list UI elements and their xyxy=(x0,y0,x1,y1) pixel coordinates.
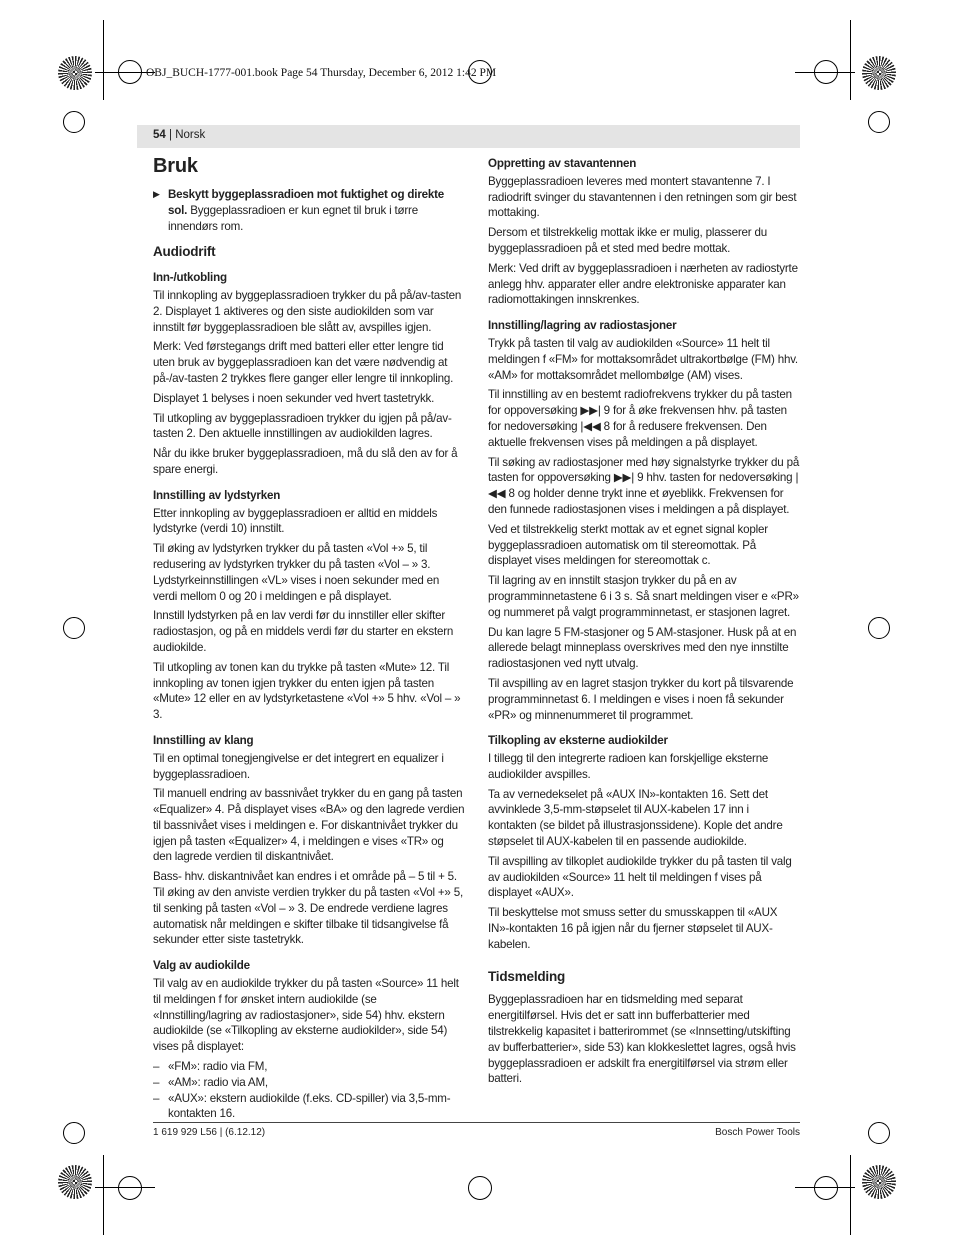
paragraph: Ved et tilstrekkelig sterkt mottak av et egnet signal kopler byggeplassradioen automatisk om til stereomottak. På displayet vises meldingen for stereomottak c. xyxy=(488,522,768,568)
paragraph: Til valg av en audiokilde trykker du på tasten «Source» 11 helt til meldingen f for ønsket intern audiokilde (se «Innstilling/lagring av radiostasjoner», side 54) hhv. ekstern audiokilde (se «Tilkopling av eksterne audiokilder», side 54) vises på displayet: xyxy=(153,977,459,1054)
list-item xyxy=(153,1091,465,1123)
crop-mark xyxy=(850,20,851,100)
footer-rule xyxy=(153,1122,800,1123)
registration-crosshair-mark xyxy=(868,111,890,133)
topic-heading: Valg av audiokilde xyxy=(153,959,250,973)
paragraph: Til avspilling av tilkoplet audiokilde trykker du på tasten til valg av audiokilden «Source» 11 helt til meldingen f vises på displayet «AUX». xyxy=(488,854,792,900)
registration-crosshair-mark xyxy=(63,1122,85,1144)
crop-mark xyxy=(103,20,104,100)
list-item-text: «FM»: radio via FM, xyxy=(168,1060,268,1074)
paragraph: Til øking av lydstyrken trykker du på tasten «Vol +» 5, til redusering av lydstyrken trykker du på tasten «Vol – » 3. Lydstyrkeinnstillingen «VL» vises i noen sekunder med en verdi mellom 0 og 20 i meldingen e på displayet. xyxy=(153,542,440,603)
registration-star-mark xyxy=(862,1165,896,1199)
paragraph: Til en optimal tonegjengivelse er det integrert en equalizer i byggeplassradioen. xyxy=(153,751,444,781)
list-item xyxy=(153,1075,465,1091)
warning-bold: Beskytt byggeplassradioen mot fuktighet og direkte sol. xyxy=(168,188,445,217)
header-separator: | xyxy=(165,129,176,141)
list-item xyxy=(153,1059,465,1075)
topic-heading: Inn-/utkobling xyxy=(153,271,227,285)
registration-crosshair-mark xyxy=(814,60,838,84)
subsection-heading: Audiodrift xyxy=(153,244,216,260)
section-title: Bruk xyxy=(153,155,198,177)
warning-text: Byggeplassradioen er kun egnet til bruk i tørre innendørs rom. xyxy=(168,203,418,233)
footer-publisher: Bosch Power Tools xyxy=(715,1127,800,1138)
topic-heading: Innstilling av klang xyxy=(153,733,254,747)
header-bar xyxy=(137,125,800,148)
registration-crosshair-mark xyxy=(118,1176,142,1200)
crop-mark xyxy=(103,1155,104,1235)
topic-heading: Innstilling/lagring av radiostasjoner xyxy=(488,319,677,333)
paragraph: Til lagring av en innstilt stasjon trykker du på en av programminnetastene 6 i 3 s. Så snart meldingen viser e «PR» og nummeret på valgt programminnetast, er stasjonen lagret. xyxy=(488,574,799,619)
paragraph: Etter innkopling av byggeplassradioen er alltid en middels lydstyrke (verdi 10) innstilt. xyxy=(153,506,438,536)
crop-mark xyxy=(850,1155,851,1235)
header-language: Norsk xyxy=(175,129,206,141)
paragraph: Til innstilling av en bestemt radiofrekvens trykker du på tasten for oppoversøking ▶▶| 9 for å øke frekvensen hhv. på tasten for nedoversøking |◀◀ 8 for å redusere frekvensen. Den aktuelle frekvensen vises på meldingen a på displayet. xyxy=(488,388,792,449)
registration-crosshair-mark xyxy=(868,1122,890,1144)
list-item-text: «AM»: radio via AM, xyxy=(168,1075,268,1089)
paragraph: Byggeplassradioen har en tidsmelding med separat energitilførsel. Hvis det er satt inn bufferbatterier med tilstrekkelig kapasitet i batterirommet (se «Innsetting/utskifting av bufferbatterier», side 53) kan klokkeslettet lagres, også hvis byggeplassradioen er adskilt fra energitilførsel via strøm eller batteri. xyxy=(488,993,796,1086)
paragraph: Når du ikke bruker byggeplassradioen, må du slå den av for å spare energi. xyxy=(153,447,458,476)
paragraph: Til beskyttelse mot smuss setter du smusskappen til «AUX IN»-kontakten 16 på igjen når du fjerner støpselet til AUX-kabelen. xyxy=(488,906,778,951)
registration-crosshair-mark xyxy=(63,617,85,639)
paragraph: Til manuell endring av bassnivået trykker du en gang på tasten «Equalizer» 4. På displayet vises «BA» og den lagrede verdien til bassnivået vises i meldingen e. For diskantnivået trykker du igjen på tasten «Equalizer» 4, i meldingen e vises «TR» og den lagrede verdien til diskantnivået. xyxy=(153,787,465,864)
registration-star-mark xyxy=(58,56,92,90)
paragraph: Byggeplassradioen leveres med montert stavantenne 7. I radiodrift svinger du stavantennen i den retningen som gir best mottaking. xyxy=(488,174,797,220)
left-column xyxy=(153,152,465,1122)
subsection-heading: Tidsmelding xyxy=(488,968,566,984)
note-paragraph: Merk: Ved førstegangs drift med batteri eller etter lengre tid uten bruk av byggeplassradioen kan det være nødvendig at på-/av-tasten 2 trykkes flere ganger eller lengre til innkopling. xyxy=(153,340,454,385)
paragraph: Til innkopling av byggeplassradioen trykker du på på/av-tasten 2. Displayet 1 aktiveres og den siste audiokilden som var innstilt før byggeplassradioen ble slått av, avspilles igjen. xyxy=(153,288,462,334)
paragraph: I tillegg til den integrerte radioen kan forskjellige eksterne audiokilder avspilles. xyxy=(488,752,769,781)
paragraph: Til utkopling av byggeplassradioen trykker du igjen på på/av-tasten 2. Den aktuelle innstillingen av audiokilden lagres. xyxy=(153,411,452,441)
paragraph: Ta av vernedekselet på «AUX IN»-kontakten 16. Sett det avvinklede 3,5-mm-støpselet til AUX-kabelen 17 inn i kontakten (se bildet på illustrasjonssidene). Kople det andre støpselet til AUX-kabelen til en passende audiokilde. xyxy=(488,787,783,849)
paragraph: Dersom et tilstrekkelig mottak ikke er mulig, plasserer du byggeplassradioen på et sted med bedre mottak. xyxy=(488,226,767,255)
paragraph: Displayet 1 belyses i noen sekunder ved hvert tastetrykk. xyxy=(153,391,435,405)
paragraph: Til utkopling av tonen kan du trykke på tasten «Mute» 12. Til innkopling av tonen igjen trykker du enten igjen på tasten «Mute» 12 eller en av lydstyrketastene «Vol +» 5 hhv. «Vol – » 3. xyxy=(153,660,461,722)
registration-crosshair-mark xyxy=(868,617,890,639)
paragraph: Bass- hhv. diskantnivået kan endres i et område på – 5 til + 5. Til øking av den anviste verdien trykker du på tasten «Vol +» 5, til senking på tasten «Vol – » 3. De endrede verdiene lagres automatisk når meldingen e skifter tilbake til tidsangivelse få sekunder etter siste tastetrykk. xyxy=(153,870,463,947)
registration-crosshair-mark xyxy=(468,1176,492,1200)
topic-heading: Oppretting av stavantennen xyxy=(488,157,637,170)
dash-marker: – xyxy=(153,1060,160,1074)
registration-crosshair-mark xyxy=(118,60,142,84)
print-slug: OBJ_BUCH-1777-001.book Page 54 Thursday, December 6, 2012 1:42 PM xyxy=(146,67,497,79)
topic-heading: Tilkopling av eksterne audiokilder xyxy=(488,734,668,748)
page-number: 54 xyxy=(153,129,166,141)
list-item-text: «AUX»: ekstern audiokilde (f.eks. CD-spiller) via 3,5-mm-kontakten 16. xyxy=(168,1091,451,1121)
paragraph: Til søking av radiostasjoner med høy signalstyrke trykker du på tasten for oppoversøking ▶▶| 9 hhv. tasten for nedoversøking |◀◀ 8 og holder denne trykt inne et øyeblikk. Frekvensen for den funnede radiostasjonen vises i meldingen a på displayet. xyxy=(488,455,800,516)
paragraph: Innstill lydstyrken på en lav verdi før du innstiller eller skifter radiostasjon, og på en middels verdi før du starter en ekstern audiokilde. xyxy=(153,609,454,654)
footer-doc-number: 1 619 929 L56 | (6.12.12) xyxy=(153,1127,266,1138)
right-column xyxy=(488,154,800,1091)
paragraph: Du kan lagre 5 FM-stasjoner og 5 AM-stasjoner. Husk på at en allerede belagt minneplass overskrives med den nye innstilte radiostasjonen ved nytt utvalg. xyxy=(488,625,797,671)
dash-marker: – xyxy=(153,1091,160,1105)
triangle-bullet-icon: ▶ xyxy=(153,189,160,199)
running-header xyxy=(153,129,205,141)
note-paragraph: Merk: Ved drift av byggeplassradioen i nærheten av radiostyrte anlegg hhv. apparater eller andre elektroniske apparater kan radiomottakingen innskrenkes. xyxy=(488,261,798,307)
registration-crosshair-mark xyxy=(63,111,85,133)
topic-heading: Innstilling av lydstyrken xyxy=(153,488,281,502)
dash-marker: – xyxy=(153,1075,160,1089)
paragraph: Til avspilling av en lagret stasjon trykker du kort på tilsvarende programminnetast 6. I meldingen e vises i noen få sekunder «PR» og minnenummeret til programmet. xyxy=(488,676,794,722)
registration-star-mark xyxy=(862,56,896,90)
paragraph: Trykk på tasten til valg av audiokilden «Source» 11 helt til meldingen f «FM» for mottaksområdet ultrakortbølge (FM) hhv. «AM» for mottaksområdet mellombølge (AM) vises. xyxy=(488,336,798,382)
registration-star-mark xyxy=(58,1165,92,1199)
registration-crosshair-mark xyxy=(814,1176,838,1200)
warning-bullet xyxy=(153,187,465,234)
